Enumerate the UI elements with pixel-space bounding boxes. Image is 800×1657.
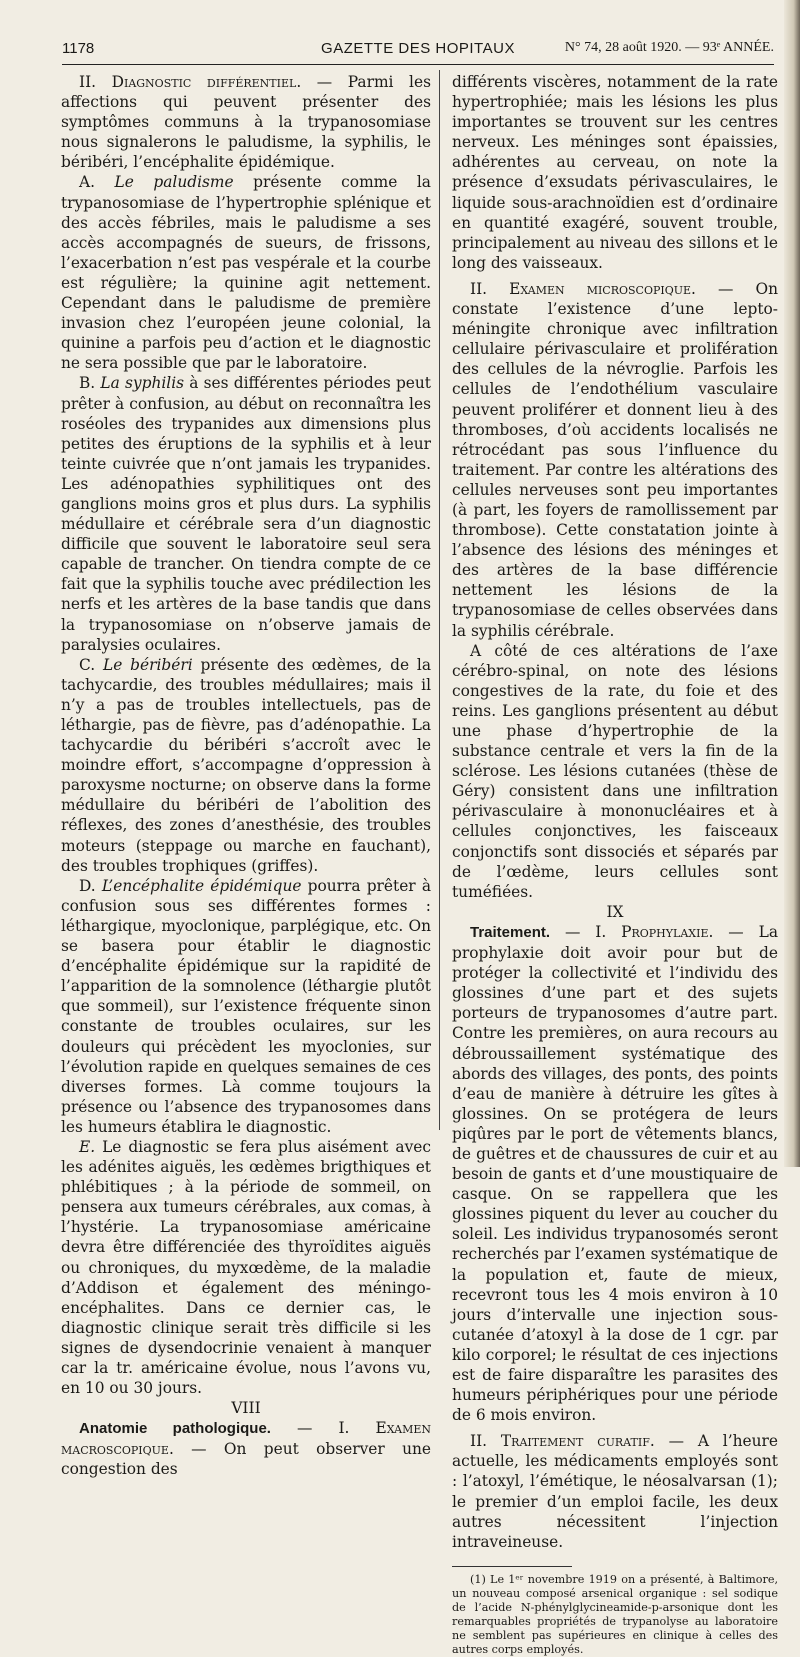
item-term: L’encéphalite épidémique xyxy=(101,876,302,895)
paragraph-text: — A l’heure actuelle, les médicaments employés sont : l’atoxyl, l’émétique, le néosalvarsan (1); le premier d’un emploi facile, les deux autres nécessitent l’injection intraveineuse. xyxy=(452,1432,778,1551)
paragraph-text: — On peut observer une congestion des xyxy=(61,1440,431,1479)
item-term: Le paludisme xyxy=(114,173,234,192)
paragraph-text: — On constate l’existence d’une lepto-méningite chronique avec infiltration cellulaire périvasculaire et prolifération des cellules de la névroglie. Parfois les cellules de l’endothélium vasculaire peuvent proliférer et donnent lieu à des thromboses, d’où accidents localisés ne rétrocédant pas sous l’influence du traitement. Par contre les altérations des cellules nerveuses sont peu importantes (à part, les foyers de ramollissement par thrombose). Cette constatation jointe à l’absence des lésions des méninges et des artères de la base différencie nettement les lésions de la trypanosomiase de celles observées dans la syphilis cérébrale. xyxy=(452,279,778,640)
right-column xyxy=(452,72,778,1657)
subsection-label: — I. Prophylaxie. xyxy=(550,922,714,941)
paragraph-axe: A côté de ces altérations de l’axe cérébro-spinal, on note des lésions congestives de la rate, du foie et des reins. Les ganglions présentent au début une phase d’hypertrophie de la substance centrale et vers la fin de la sclérose. Les lésions cutanées (thèse de Géry) consistent dans une infiltration périvasculaire à mononucléaires et à cellules conjonctives, les faisceaux conjonctifs sont dissociés et séparés par de l’œdème, leurs cellules sont tuméfiées. xyxy=(452,641,778,901)
paragraph-curatif xyxy=(452,1431,778,1552)
item-letter: C. xyxy=(79,655,96,674)
footnote: (1) Le 1ᵉʳ novembre 1919 on a présenté, à Baltimore, un nouveau composé arsenical organique : sel sodique de l’acide N-phénylglycineamide-p-arsonique dont les remarquables propriétés de trypanolyse au laboratoire ne semblent pas supérieures en clinique à celles des autres corps employés. xyxy=(452,1572,778,1656)
item-term: Le béribéri xyxy=(102,655,193,674)
section-heading: Anatomie pathologique. xyxy=(79,1420,271,1438)
page-number: 1178 xyxy=(62,40,95,57)
paragraph-diagnostic xyxy=(61,72,431,172)
subsection-label: — I. Examen macroscopique. xyxy=(61,1419,431,1459)
paragraph-anatomie xyxy=(61,1418,431,1479)
journal-title: GAZETTE DES HOPITAUX xyxy=(321,40,515,57)
paragraph-beriberi xyxy=(61,655,431,876)
section-label: II. Diagnostic différentiel. xyxy=(79,73,302,91)
paragraph-text: Le diagnostic se fera plus aisément avec les adénites aiguës, les œdèmes brigthiques et phlébitiques ; à la période de sommeil, on pensera aux tumeurs cérébrales, aux comas, à l’hystérie. La trypanosomiase américaine devra être différenciée des thyroïdites aiguës ou chroniques, du myxœdème, de la maladie d’Addison et également des méningo-encéphalites. Dans ce dernier cas, le diagnostic clinique serait très difficile si les signes de dysendocrinie venaient à manquer car la tr. américaine évolue, nous l’avons vu, en 10 ou 30 jours. xyxy=(61,1137,431,1398)
paragraph-microscopique xyxy=(452,279,778,641)
running-header xyxy=(62,40,774,64)
page-edge-shadow xyxy=(784,0,800,1167)
paragraph-syphilis xyxy=(61,373,431,654)
paragraph-e xyxy=(61,1137,431,1398)
paragraph-text: à ses différentes périodes peut prêter à confusion, au début on reconnaîtra les roséoles des trypanides aux dimensions plus petites des éruptions de la syphilis et à leur teinte cuivrée que n’ont jamais les trypanides. Les adénopathies syphilitiques ont des ganglions moins gros et plus durs. La syphilis médullaire et cérébrale sera d’un diagnostic difficile que souvent le laboratoire seul sera capable de trancher. On tiendra compte de ce fait que la syphilis touche avec prédilection les nerfs et les artères de la base tandis que dans la trypanosomiase on n’observe jamais de paralysies oculaires. xyxy=(61,374,431,654)
column-divider xyxy=(439,70,440,1130)
header-rule xyxy=(62,64,774,65)
paragraph-continuation: différents viscères, notamment de la rate hypertrophiée; mais les lésions les plus importantes se trouvent sur les centres nerveux. Les méninges sont épaissies, adhérentes au cerveau, on note la présence d’exsudats périvasculaires, le liquide sous-arachnoïdien est d’ordinaire en quantité exagéré, souvent trouble, principalement au niveau des sillons et le long des vaisseaux. xyxy=(452,73,778,272)
paragraph-traitement xyxy=(452,922,778,1425)
section-heading: Traitement. xyxy=(470,923,551,941)
paragraph-text: — La prophylaxie doit avoir pour but de protéger la collectivité et l’individu des glossines d’une part et des sujets porteurs de trypanosomes d’autre part. Contre les premières, on aura recours au débroussaillement systématique des abords des villages, des ponts, des points d’eau de manière à détruire les gîtes à glossines. On se protégera de leurs piqûres par le port de vêtements blancs, de guêtres et de chaussures de cuir et au besoin de gants et d’une moustiquaire de casque. On se rappellera que les glossines piquent du lever au coucher du soleil. Les individus trypanosomés seront recherchés par l’examen systématique de la population et, faute de mieux, recevront tous les 4 mois environ à 10 jours d’intervalle une injection sous-cutanée d’atoxyl à la dose de 1 cgr. par kilo corporel; le résultat de ces injections est de faire disparaître les parasites des humeurs périphériques pour une période de 6 mois environ. xyxy=(452,922,778,1425)
footnote-rule xyxy=(452,1566,572,1567)
subsection-label: II. Traitement curatif. xyxy=(470,1432,655,1451)
paragraph-text: présente comme la trypanosomiase de l’hypertrophie splénique et des accès fébriles, mais le paludisme a ses accès accompagnés de sueurs, de frissons, l’exacerbation n’est pas vespérale et la courbe est régulière; la quinine agit nettement. Cependant dans le paludisme de première invasion chez l’européen jeune colonial, la quinine a parfois peu d’action et le diagnostic ne sera possible que par le laboratoire. xyxy=(61,173,431,373)
left-column xyxy=(61,72,431,1480)
item-letter: D. xyxy=(79,876,96,895)
paragraph-text: pourra prêter à confusion sous ses différentes formes : léthargique, myoclonique, parplégique, etc. On se basera pour établir le diagnostic d’encéphalite épidémique sur la rapidité de l’apparition de la somnolence (léthargie plutôt que sommeil), sur l’existence fréquente sinon constante de troubles oculaires, sur les douleurs qui précèdent les myoclonies, sur l’évolution rapide en quelques semaines de ces diverses formes. Là comme toujours la présence ou l’absence des trypanosomes dans les humeurs établira le diagnostic. xyxy=(61,876,431,1136)
item-letter: A. xyxy=(79,173,96,192)
paragraph-paludisme xyxy=(61,172,431,373)
section-number-viii: VIII xyxy=(231,1399,261,1418)
paragraph-text: — Parmi les affections qui peuvent présenter des symptômes communs à la trypanosomiase nous signalerons le paludisme, la syphilis, le béribéri, l’encéphalite épidémique. xyxy=(61,73,431,172)
paragraph-text: présente des œdèmes, de la tachycardie, des troubles médullaires; mais il n’y a pas de troubles intellectuels, pas de léthargie, pas de fièvre, pas d’adénopathie. La tachycardie du béribéri s’accroît avec le moindre effort, s’accompagne d’oppression à paroxysme nocturne; on observe dans la forme médullaire du béribéri de l’abolition des réflexes, des zones d’anesthésie, des troubles moteurs (steppage ou marche en fauchant), des troubles trophiques (griffes). xyxy=(61,655,431,875)
subsection-label: II. Examen microscopique. xyxy=(470,279,696,298)
item-term: La syphilis xyxy=(100,374,185,393)
item-letter: B. xyxy=(79,374,96,393)
paragraph-encephalite xyxy=(61,876,431,1137)
issue-info: N° 74, 28 août 1920. — 93ᵉ ANNÉE. xyxy=(564,40,774,55)
section-number-ix: IX xyxy=(606,902,624,921)
item-letter: E. xyxy=(79,1137,96,1156)
